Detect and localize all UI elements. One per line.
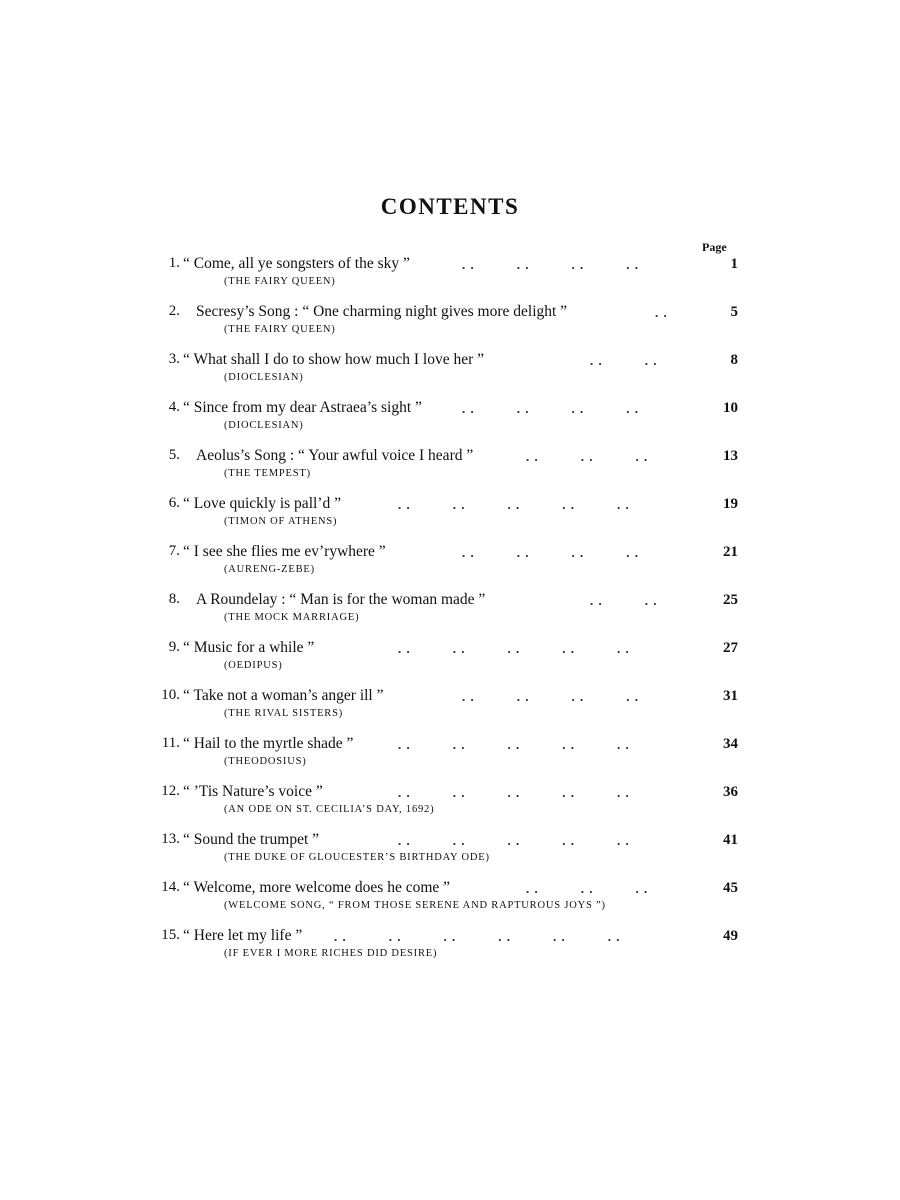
- dot-leader: . .: [655, 305, 668, 320]
- contents-list: [0, 252, 900, 972]
- dot-leader: . . . .: [590, 353, 658, 368]
- entry-title: “ What shall I do to show how much I love her ”: [183, 351, 485, 368]
- entry-source: (AURENG-ZEBE): [224, 564, 315, 575]
- entry-source: (THE FAIRY QUEEN): [224, 276, 336, 287]
- entry-number: 14.: [161, 879, 180, 895]
- entry-source: (THE DUKE OF GLOUCESTER’S BIRTHDAY ODE): [224, 852, 490, 863]
- toc-entry: [0, 828, 900, 876]
- toc-entry: [0, 300, 900, 348]
- entry-source: (DIOCLESIAN): [224, 372, 304, 383]
- entry-title: “ ’Tis Nature’s voice ”: [183, 783, 323, 800]
- entry-title: “ Since from my dear Astraea’s sight ”: [183, 399, 422, 416]
- entry-source: (THE FAIRY QUEEN): [224, 324, 336, 335]
- entry-title: “ Welcome, more welcome does he come ”: [183, 879, 451, 896]
- toc-entry: [0, 252, 900, 300]
- entry-number: 15.: [161, 927, 180, 943]
- entry-title: “ Come, all ye songsters of the sky ”: [183, 255, 410, 272]
- toc-entry: [0, 396, 900, 444]
- entry-page: 45: [723, 880, 738, 896]
- entry-page: 5: [730, 304, 738, 320]
- entry-page: 21: [723, 544, 738, 560]
- entry-source: (THE RIVAL SISTERS): [224, 708, 344, 719]
- dot-leader: . . . . . . . . . .: [398, 833, 630, 848]
- entry-source: (OEDIPUS): [224, 660, 283, 671]
- toc-entry: [0, 924, 900, 972]
- entry-page: 25: [723, 592, 738, 608]
- entry-number: 9.: [168, 639, 180, 655]
- entry-title: “ Love quickly is pall’d ”: [183, 495, 341, 512]
- entry-title: “ I see she flies me ev’rywhere ”: [183, 543, 386, 560]
- entry-source: (THE TEMPEST): [224, 468, 311, 479]
- dot-leader: . . . . . . . .: [462, 689, 639, 704]
- toc-entry: [0, 540, 900, 588]
- entry-page: 13: [723, 448, 738, 464]
- toc-entry: [0, 348, 900, 396]
- entry-number: 1.: [168, 255, 180, 271]
- entry-number: 6.: [168, 495, 180, 511]
- entry-title: “ Hail to the myrtle shade ”: [183, 735, 354, 752]
- toc-entry: [0, 588, 900, 636]
- entry-page: 19: [723, 496, 738, 512]
- entry-page: 36: [723, 784, 738, 800]
- page-column-label: Page: [702, 240, 727, 254]
- entry-number: 12.: [161, 783, 180, 799]
- entry-title: “ Take not a woman’s anger ill ”: [183, 687, 384, 704]
- entry-source: (WELCOME SONG, “ FROM THOSE SERENE AND RAPTUROUS JOYS ”): [224, 900, 606, 911]
- entry-number: 11.: [161, 735, 180, 751]
- dot-leader: . . . . . .: [526, 881, 649, 896]
- entry-page: 41: [723, 832, 738, 848]
- dot-leader: . . . . . . . . . .: [398, 497, 630, 512]
- entry-title: Aeolus’s Song : “ Your awful voice I heard ”: [196, 447, 474, 464]
- entry-page: 34: [723, 736, 738, 752]
- toc-entry: [0, 780, 900, 828]
- entry-title: A Roundelay : “ Man is for the woman made ”: [196, 591, 486, 608]
- entry-number: 10.: [161, 687, 180, 703]
- entry-number: 4.: [168, 399, 180, 415]
- toc-entry: [0, 636, 900, 684]
- entry-page: 10: [723, 400, 738, 416]
- toc-entry: [0, 684, 900, 732]
- entry-title: “ Sound the trumpet ”: [183, 831, 320, 848]
- dot-leader: . . . . . . . . . .: [398, 737, 630, 752]
- entry-page: 49: [723, 928, 738, 944]
- dot-leader: . . . . . . . .: [462, 257, 639, 272]
- entry-source: (IF EVER I MORE RICHES DID DESIRE): [224, 948, 438, 959]
- entry-number: 7.: [168, 543, 180, 559]
- entry-page: 1: [730, 256, 738, 272]
- entry-number: 8.: [168, 591, 180, 607]
- entry-page: 31: [723, 688, 738, 704]
- toc-entry: [0, 732, 900, 780]
- entry-title: “ Here let my life ”: [183, 927, 303, 944]
- entry-number: 5.: [168, 447, 180, 463]
- entry-source: (DIOCLESIAN): [224, 420, 304, 431]
- entry-title: Secresy’s Song : “ One charming night gives more delight ”: [196, 303, 568, 320]
- entry-number: 3.: [168, 351, 180, 367]
- dot-leader: . . . . . . . .: [462, 545, 639, 560]
- entry-number: 13.: [161, 831, 180, 847]
- dot-leader: . . . . . .: [526, 449, 649, 464]
- toc-entry: [0, 492, 900, 540]
- entry-source: (TIMON OF ATHENS): [224, 516, 338, 527]
- entry-page: 27: [723, 640, 738, 656]
- dot-leader: . . . . . . . . . .: [398, 641, 630, 656]
- page-title: CONTENTS: [380, 194, 520, 219]
- entry-title: “ Music for a while ”: [183, 639, 315, 656]
- toc-entry: [0, 444, 900, 492]
- dot-leader: . . . . . . . . . .: [398, 785, 630, 800]
- entry-source: (AN ODE ON ST. CECILIA’S DAY, 1692): [224, 804, 435, 815]
- dot-leader: . . . . . . . . . . . .: [334, 929, 621, 944]
- entry-source: (THEODOSIUS): [224, 756, 307, 767]
- toc-entry: [0, 876, 900, 924]
- entry-number: 2.: [168, 303, 180, 319]
- entry-source: (THE MOCK MARRIAGE): [224, 612, 360, 623]
- entry-page: 8: [730, 352, 738, 368]
- dot-leader: . . . .: [590, 593, 658, 608]
- dot-leader: . . . . . . . .: [462, 401, 639, 416]
